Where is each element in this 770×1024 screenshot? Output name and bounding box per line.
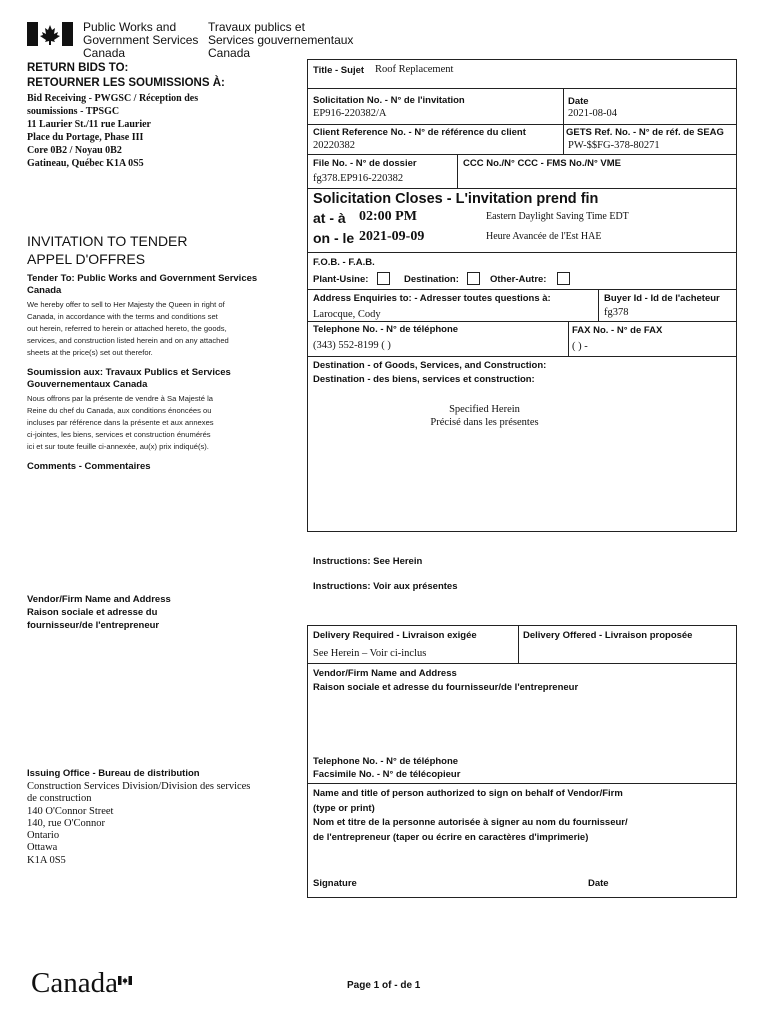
delivery-required-value: See Herein – Voir ci-inclus <box>313 648 427 659</box>
vendor-firm-label-left: Vendor/Firm Name and Address Raison sociale et adresse du fournisseur/de l'entrepreneur <box>27 594 171 631</box>
tender-to-label: Tender To: Public Works and Government Services Canada <box>27 273 258 296</box>
soumission-label: Soumission aux: Travaux Publics et Services Gouvernementaux Canada <box>27 367 231 390</box>
department-name-fr: Travaux publics et Services gouvernementaux Canada <box>208 20 354 60</box>
file-no-label: File No. - N° de dossier <box>313 158 417 169</box>
soumission-text: Nous offrons par la présente de vendre à Sa Majesté la Reine du chef du Canada, aux conditions énoncées ou incluses par référence dans la présente et aux annexes ci-jointes, les biens, services et construction énumérés ici et sur toute feuille ci-annexée, au(x) prix indiqué(s). <box>27 394 214 451</box>
fob-label: F.O.B. - F.A.B. <box>313 257 375 268</box>
tender-text: We hereby offer to sell to Her Majesty the Queen in right of Canada, in accordance with the terms and conditions set out herein, referred to herein or attached hereto, the goods, services, and construction listed herein and on any attached sheets at the price(s) set out therefor. <box>27 300 229 357</box>
return-bids-title: RETURN BIDS TO: RETOURNER LES SOUMISSIONS À: <box>27 62 225 89</box>
issuing-office-label: Issuing Office - Bureau de distribution <box>27 768 200 779</box>
destination-goods-label: Destination - of Goods, Services, and Construction: Destination - des biens, services et construction: <box>313 360 547 385</box>
authorized-signer-label: Name and title of person authorized to sign on behalf of Vendor/Firm (type or print) Nom et titre de la personne autorisée à signer au nom du fournisseur/ de l'entrepreneur (taper ou écrire en caractères d'imprimerie) <box>313 788 628 843</box>
client-ref-label: Client Reference No. - N° de référence du client <box>313 127 526 138</box>
invitation-title: INVITATION TO TENDER APPEL D'OFFRES <box>27 233 188 267</box>
other-autre-checkbox[interactable] <box>557 272 570 285</box>
plant-usine-label: Plant-Usine: <box>313 274 369 285</box>
delivery-required-label: Delivery Required - Livraison exigée <box>313 630 477 641</box>
on-label: on - le <box>313 230 355 246</box>
date-signed-label: Date <box>588 878 609 889</box>
address-enquiries-label: Address Enquiries to: - Adresser toutes questions à: <box>313 293 551 304</box>
gets-ref-label: GETS Ref. No. - N° de réf. de SEAG <box>566 127 724 138</box>
at-label: at - à <box>313 210 346 226</box>
comments-label: Comments - Commentaires <box>27 461 151 472</box>
date-label: Date <box>568 96 589 107</box>
canada-flag-icon <box>27 22 73 46</box>
wordmark-flag-icon <box>118 972 132 981</box>
delivery-offered-label: Delivery Offered - Livraison proposée <box>523 630 693 641</box>
issuing-office-address: Construction Services Division/Division des services de construction 140 O'Connor Street 140, rue O'Connor Ontario Ottawa K1A 0S5 <box>27 781 251 866</box>
closing-time-value: 02:00 PM <box>359 209 417 224</box>
solicitation-no-value: EP916-220382/A <box>313 108 387 119</box>
specified-herein: Specified Herein Précisé dans les présentes <box>430 404 539 428</box>
date-value: 2021-08-04 <box>568 108 617 119</box>
buyer-id-label: Buyer Id - Id de l'acheteur <box>604 293 720 304</box>
time-zone-fr: Heure Avancée de l'Est HAE <box>486 231 602 242</box>
file-no-value: fg378.EP916-220382 <box>313 173 404 184</box>
title-label: Title - Sujet <box>313 65 365 76</box>
solicitation-closes-title: Solicitation Closes - L'invitation prend fin <box>313 191 599 207</box>
canada-wordmark: Canada <box>31 967 118 999</box>
closing-date-value: 2021-09-09 <box>359 229 425 244</box>
plant-usine-checkbox[interactable] <box>377 272 390 285</box>
return-bids-address: Bid Receiving - PWGSC / Réception des soumissions - TPSGC 11 Laurier St./11 rue Laurier Place du Portage, Phase III Core 0B2 / Noyau 0B2 Gatineau, Québec K1A 0S5 <box>27 93 199 169</box>
department-name-en: Public Works and Government Services Canada <box>83 20 199 60</box>
destination-label: Destination: <box>404 274 459 285</box>
address-enquiries-value: Larocque, Cody <box>313 309 381 320</box>
signature-label: Signature <box>313 878 357 889</box>
fax-label: FAX No. - N° de FAX <box>572 325 663 336</box>
other-autre-label: Other-Autre: <box>490 274 547 285</box>
buyer-id-value: fg378 <box>604 307 629 318</box>
telephone-fax-label: Telephone No. - N° de téléphone Facsimile No. - N° de télécopieur <box>313 756 461 780</box>
telephone-label: Telephone No. - N° de téléphone <box>313 324 459 335</box>
instructions-fr: Instructions: Voir aux présentes <box>313 581 458 592</box>
destination-checkbox[interactable] <box>467 272 480 285</box>
title-value: Roof Replacement <box>375 64 454 75</box>
telephone-value: (343) 552-8199 ( ) <box>313 340 391 351</box>
instructions-en: Instructions: See Herein <box>313 556 423 567</box>
time-zone-en: Eastern Daylight Saving Time EDT <box>486 211 629 222</box>
ccc-no-label: CCC No./N° CCC - FMS No./N° VME <box>463 158 622 169</box>
page-number: Page 1 of - de 1 <box>347 980 421 991</box>
client-ref-value: 20220382 <box>313 140 355 151</box>
vendor-firm-label: Vendor/Firm Name and Address Raison sociale et adresse du fournisseur/de l'entrepreneur <box>313 668 579 693</box>
fax-value: ( ) - <box>572 341 588 352</box>
solicitation-no-label: Solicitation No. - N° de l'invitation <box>313 95 465 106</box>
gets-ref-value: PW-$$FG-378-80271 <box>568 140 660 151</box>
